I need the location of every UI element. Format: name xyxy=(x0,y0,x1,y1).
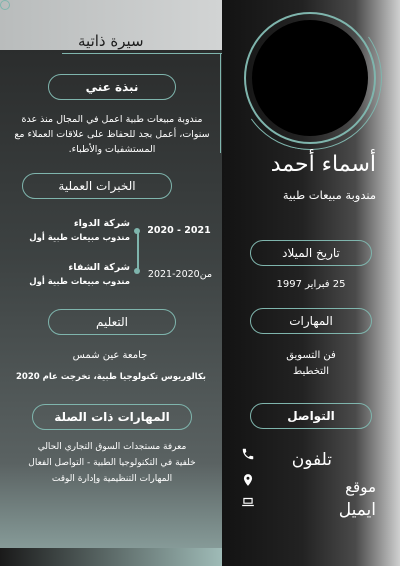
phone-icon xyxy=(241,447,255,461)
about-text: مندوبة مبيعات طبية اعمل في المجال منذ عدة سنوات، أعمل بجد للحفاظ على علاقات العملاء مع المستشفيات والأطباء. xyxy=(14,114,210,155)
frame-line-vertical xyxy=(220,53,221,153)
profile-photo xyxy=(252,20,368,136)
laptop-icon xyxy=(241,495,255,509)
education-degree: بكالوريوس تكنولوجيا طبية، تخرجت عام 2020 xyxy=(16,372,206,382)
contact-phone: تلفون xyxy=(291,450,332,470)
contact-email: ايميل xyxy=(338,500,376,520)
exp1-period: 2020 - 2021 xyxy=(147,225,211,236)
profile-role: مندوبة مبيعات طبية xyxy=(282,188,376,202)
frame-line-top xyxy=(62,53,222,54)
related-skill-line: خلفية في التكنولوجيا الطبية - التواصل الفعال xyxy=(28,458,196,468)
birth-value: 25 فبراير 1997 xyxy=(276,279,346,290)
location-icon xyxy=(241,473,255,487)
related-skill-line: معرفة مستجدات السوق التجاري الحالي xyxy=(37,442,187,452)
related-skill-line: المهارات التنظيمية وإدارة الوقت xyxy=(51,474,173,484)
profile-name: أسماء أحمد xyxy=(270,152,376,177)
page-title: سيرة ذاتية xyxy=(78,32,144,50)
education-heading: التعليم xyxy=(48,309,176,335)
experience-heading: الخبرات العملية xyxy=(22,173,172,199)
frame-node xyxy=(0,0,10,10)
skill-item: فن التسويق xyxy=(286,350,336,361)
timeline-dot xyxy=(134,228,140,234)
skills-heading: المهارات xyxy=(250,308,372,334)
contact-website: موقع xyxy=(345,478,376,496)
bottom-accent-bar xyxy=(0,548,222,566)
about-heading: نبذة عني xyxy=(48,74,176,100)
education-school: جامعة عين شمس xyxy=(72,350,148,361)
exp1-company: شركة الدواء xyxy=(73,218,130,229)
timeline-line xyxy=(137,231,139,271)
exp2-period: من2020-2021 xyxy=(147,269,213,280)
birth-heading: تاريخ الميلاد xyxy=(250,240,372,266)
exp1-role: مندوب مبيعات طبية أول xyxy=(29,233,130,243)
contact-heading: التواصل xyxy=(250,403,372,429)
related-skills-heading: المهارات ذات الصلة xyxy=(32,404,192,430)
skill-item: التخطيط xyxy=(292,366,329,377)
exp2-company: شركة الشفاء xyxy=(68,262,130,273)
exp2-role: مندوب مبيعات طبية أول xyxy=(29,277,130,287)
